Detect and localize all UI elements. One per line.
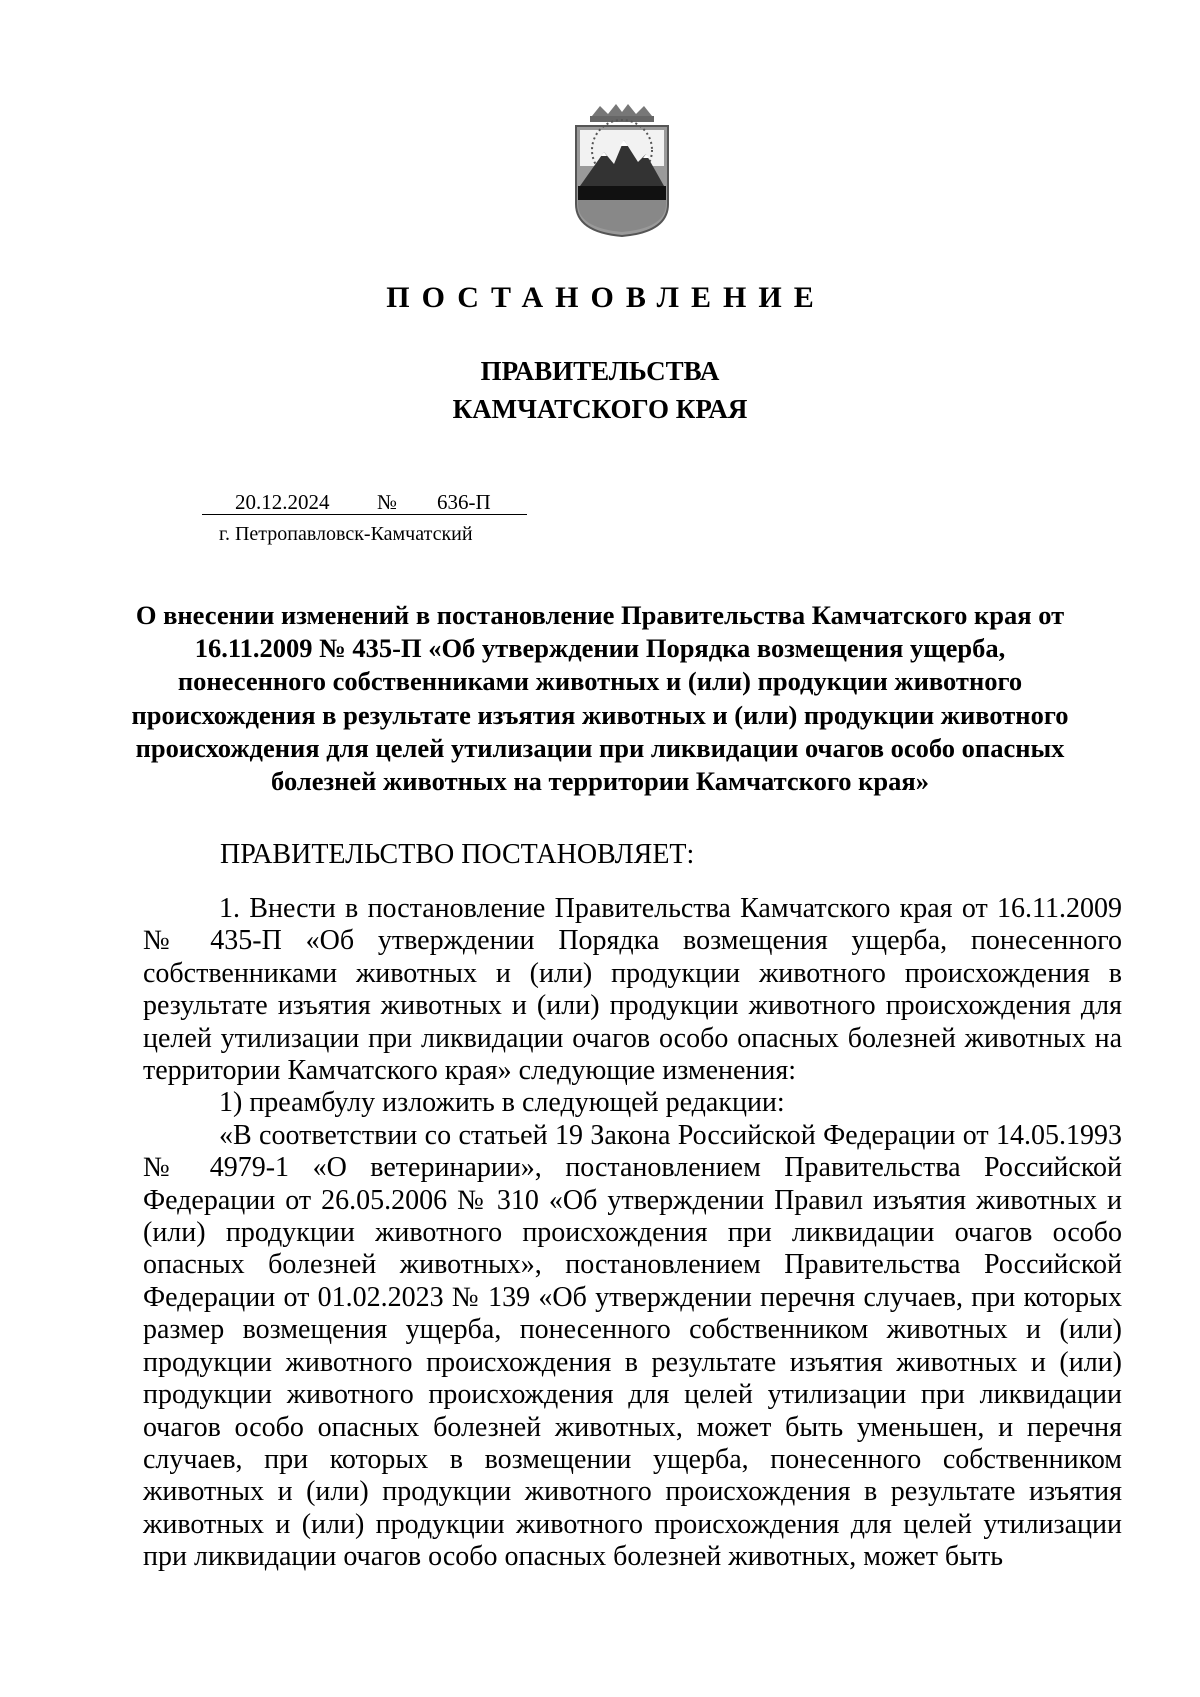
document-number: 636-П [437, 490, 491, 514]
body-paragraph: 1) преамбулу изложить в следующей редакции: [219, 1087, 785, 1119]
issuing-authority [0, 352, 1200, 428]
document-date: 20.12.2024 [235, 490, 330, 514]
number-sign: № [377, 490, 398, 514]
resolves-heading: ПРАВИТЕЛЬСТВО ПОСТАНОВЛЯЕТ: [220, 839, 695, 870]
registration-line [202, 490, 527, 515]
body-paragraph: 1. Внести в постановление Правительства Камчатского края от 16.11.2009 № 435-П «Об утверждении Порядка возмещения ущерба, понесенного собственниками животных и (или) продукции животного происхождения в результате изъятия животных и (или) продукции животного происхождения для целей утилизации при ликвидации очагов особо опасных болезней животных на территории Камчатского края» следующие изменения: [143, 893, 1122, 1087]
issue-city: г. Петропавловск-Камчатский [219, 523, 473, 545]
authority-line-1: ПРАВИТЕЛЬСТВА [480, 356, 720, 386]
body-paragraph: «В соответствии со статьей 19 Закона Российской Федерации от 14.05.1993 № 4979-1 «О ветеринарии», постановлением Правительства Российской Федерации от 26.05.2006 № 310 «Об утверждении Правил изъятия животных и (или) продукции животного происхождения при ликвидации очагов особо опасных болезней животных», постановлением Правительства Российской Федерации от 01.02.2023 № 139 «Об утверждении перечня случаев, при которых размер возмещения ущерба, понесенного собственником животных и (или) продукции животного происхождения в результате изъятия животных и (или) продукции животного происхождения для целей утилизации при ликвидации очагов особо опасных болезней животных, может быть уменьшен, и перечня случаев, при которых в возмещении ущерба, понесенного собственником животных и (или) продукции животного происхождения в результате изъятия животных и (или) продукции животного происхождения для целей утилизации при ликвидации очагов особо опасных болезней животных, может быть [143, 1119, 1122, 1573]
kamchatka-coat-of-arms-icon [570, 104, 674, 238]
document-body [143, 893, 1122, 1574]
document-type: ПОСТАНОВЛЕНИЕ [386, 281, 826, 314]
authority-line-2: КАМЧАТСКОГО КРАЯ [452, 394, 748, 424]
document-subject: О внесении изменений в постановление Правительства Камчатского края от 16.11.2009 № 435-П «Об утверждении Порядка возмещения ущерба, понесенного собственниками животных и (или) продукции животного происхождения в результате изъятия животных и (или) продукции животного происхождения для целей утилизации при ликвидации очагов особо опасных болезней животных на территории Камчатского края» [131, 600, 1069, 797]
